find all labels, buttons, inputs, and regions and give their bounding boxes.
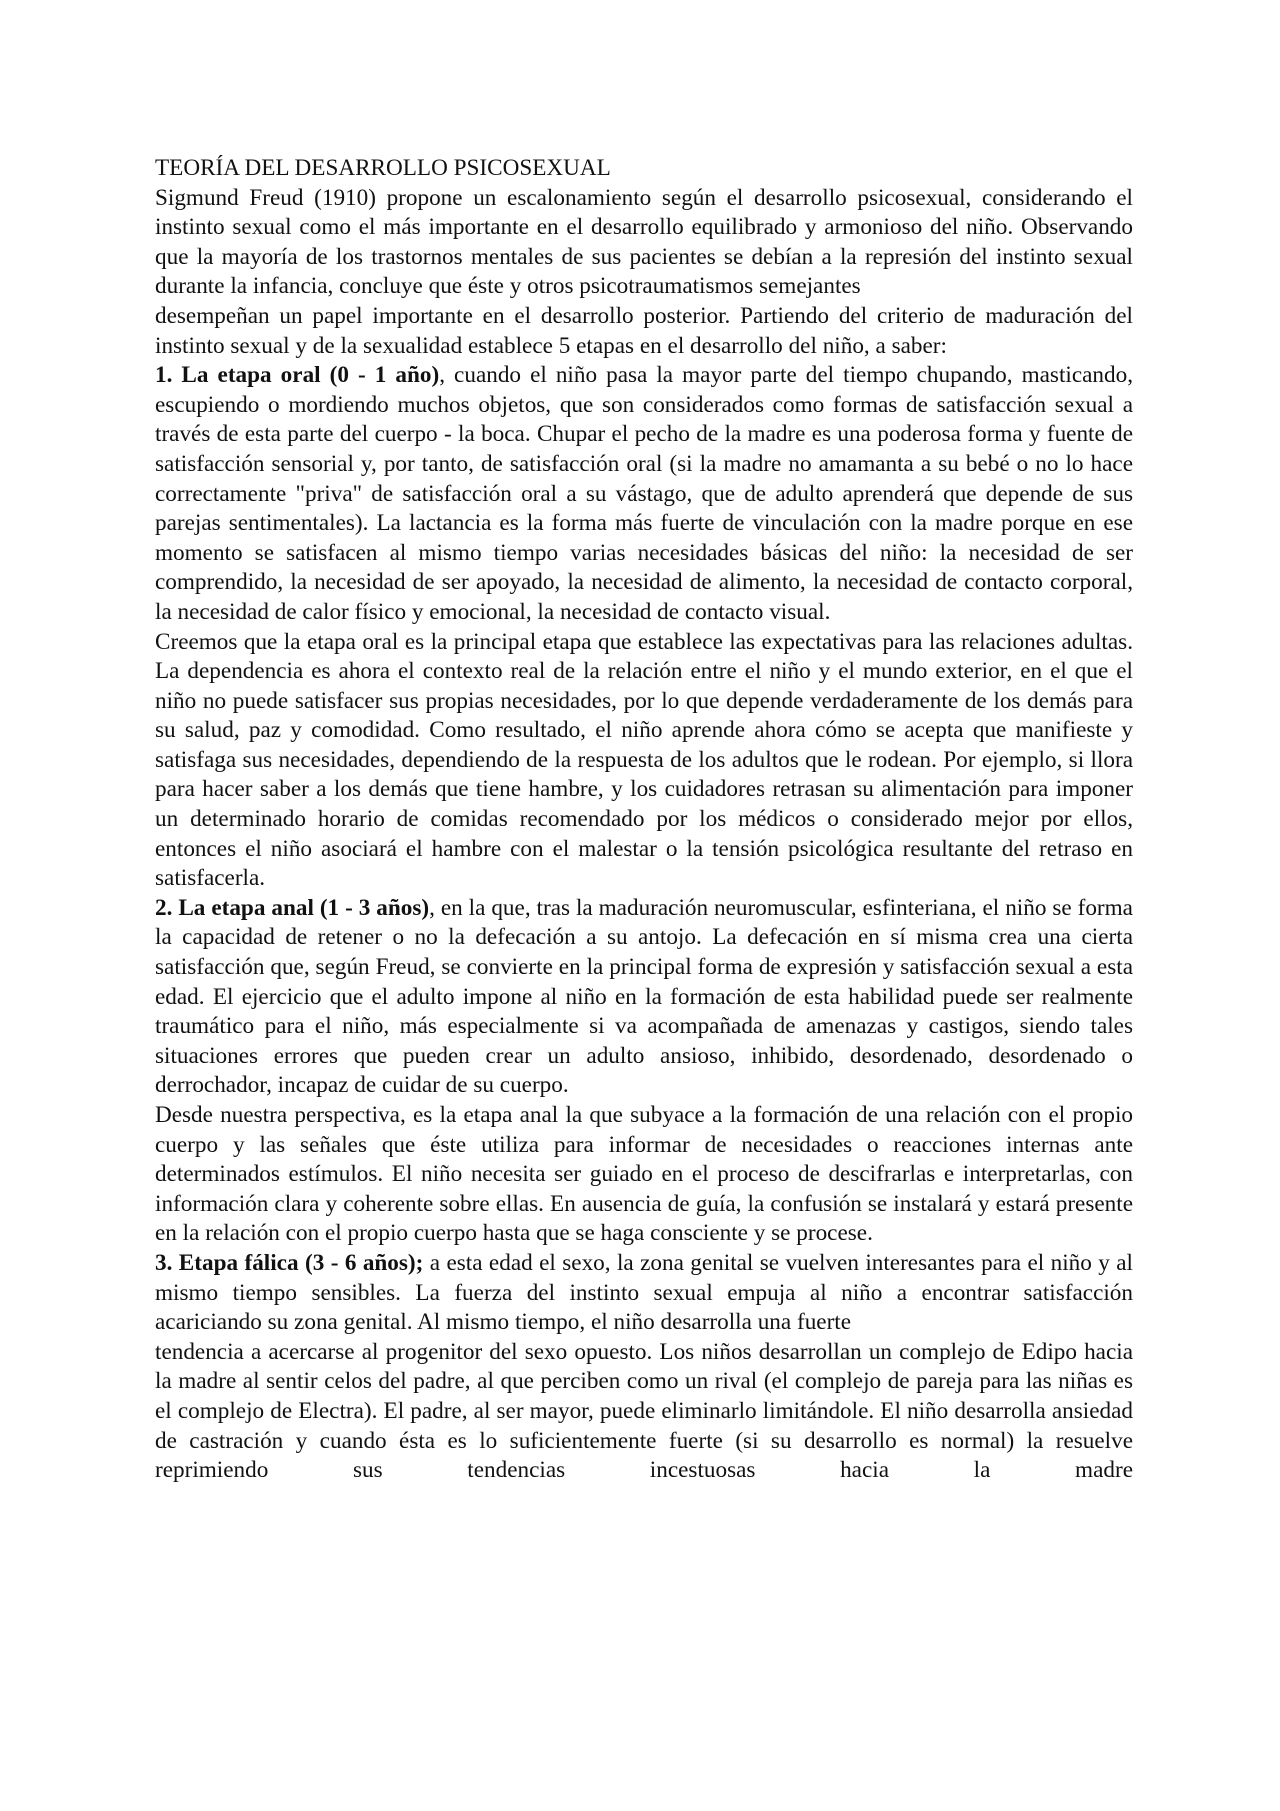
paragraph-introduction: Sigmund Freud (1910) propone un escalonamiento según el desarrollo psicosexual, considerando el instinto sexual como el más importante en el desarrollo equilibrado y armonioso del niño. Observando que la mayoría de los trastornos mentales de sus pacientes se debían a la represión del instinto sexual durante la infancia, concluye que éste y otros psicotraumatismos semejantes bbox=[155, 184, 1133, 300]
document-title: TEORÍA DEL DESARROLLO PSICOSEXUAL bbox=[155, 155, 611, 181]
paragraph-stages-overview: desempeñan un papel importante en el desarrollo posterior. Partiendo del criterio de maduración del instinto sexual y de la sexualidad establece 5 etapas en el desarrollo del niño, a saber: bbox=[155, 302, 1133, 359]
oral-stage-heading: 1. La etapa oral (0 - 1 año) bbox=[155, 362, 440, 389]
paragraph-phallic-stage bbox=[155, 1249, 1133, 1338]
anal-stage-text: , en la que, tras la maduración neuromuscular, esfinteriana, el niño se forma la capacidad de retener o no la defecación a su antojo. La defecación en sí misma crea una cierta satisfacción que, según Freud, se convierte en la principal forma de expresión y satisfacción sexual a esta edad. El ejercicio que el adulto impone al niño en la formación de esta habilidad puede ser realmente traumático para el niño, más especialmente si va acompañada de amenazas y castigos, siendo tales situaciones errores que pueden crear un adulto ansioso, inhibido, desordenado, desordenado o derrochador, incapaz de cuidar de su cuerpo. bbox=[155, 894, 1133, 1099]
oral-stage-text: , cuando el niño pasa la mayor parte del tiempo chupando, masticando, escupiendo o mordiendo muchos objetos, que son considerados como formas de satisfacción sexual a través de esta parte del cuerpo - la boca. Chupar el pecho de la madre es una poderosa forma y fuente de satisfacción sensorial y, por tanto, de satisfacción oral (si la madre no amamanta a su bebé o no lo hace correctamente "priva" de satisfacción oral a su vástago, que de adulto aprenderá que depende de sus parejas sentimentales). La lactancia es la forma más fuerte de vinculación con la madre porque en ese momento se satisfacen al mismo tiempo varias necesidades básicas del niño: la necesidad de ser comprendido, la necesidad de ser apoyado, la necesidad de alimento, la necesidad de contacto corporal, la necesidad de calor físico y emocional, la necesidad de contacto visual. bbox=[155, 362, 1133, 625]
paragraph-anal-stage-commentary: Desde nuestra perspectiva, es la etapa anal la que subyace a la formación de una relación con el propio cuerpo y las señales que éste utiliza para informar de necesidades o reacciones internas ante determinados estímulos. El niño necesita ser guiado en el proceso de descifrarlas e interpretarlas, con información clara y coherente sobre ellas. En ausencia de guía, la confusión se instalará y estará presente en la relación con el propio cuerpo hasta que se haga consciente y se procese. bbox=[155, 1102, 1133, 1247]
paragraph-oral-stage bbox=[155, 361, 1133, 627]
phallic-stage-text: a esta edad el sexo, la zona genital se vuelven interesantes para el niño y al mismo tiempo sensibles. La fuerza del instinto sexual empuja al niño a encontrar satisfacción acariciando su zona genital. Al mismo tiempo, el niño desarrolla una fuerte bbox=[155, 1249, 1133, 1336]
paragraph-oral-stage-commentary: Creemos que la etapa oral es la principal etapa que establece las expectativas para las relaciones adultas. La dependencia es ahora el contexto real de la relación entre el niño y el mundo exterior, en el que el niño no puede satisfacer sus propias necesidades, por lo que depende verdaderamente de los demás para su salud, paz y comodidad. Como resultado, el niño aprende ahora cómo se acepta que manifieste y satisfaga sus necesidades, dependiendo de la respuesta de los adultos que le rodean. Por ejemplo, si llora para hacer saber a los demás que tiene hambre, y los cuidadores retrasan su alimentación para imponer un determinado horario de comidas recomendado por los médicos o considerado mejor por ellos, entonces el niño asociará el hambre con el malestar o la tensión psicológica resultante del retraso en satisfacerla. bbox=[155, 628, 1133, 892]
phallic-stage-heading: 3. Etapa fálica (3 - 6 años); bbox=[155, 1249, 424, 1276]
paragraph-phallic-stage-continued: tendencia a acercarse al progenitor del sexo opuesto. Los niños desarrollan un complejo de Edipo hacia la madre al sentir celos del padre, al que perciben como un rival (el complejo de pareja para las niñas es el complejo de Electra). El padre, al ser mayor, puede eliminarlo limitándole. El niño desarrolla ansiedad de castración y cuando ésta es lo suficientemente fuerte (si su desarrollo es normal) la resuelve reprimiendo sus tendencias incestuosas hacia la madre bbox=[155, 1338, 1133, 1484]
document-page bbox=[155, 154, 1133, 1486]
anal-stage-heading: 2. La etapa anal (1 - 3 años) bbox=[155, 894, 430, 921]
paragraph-anal-stage bbox=[155, 894, 1133, 1101]
